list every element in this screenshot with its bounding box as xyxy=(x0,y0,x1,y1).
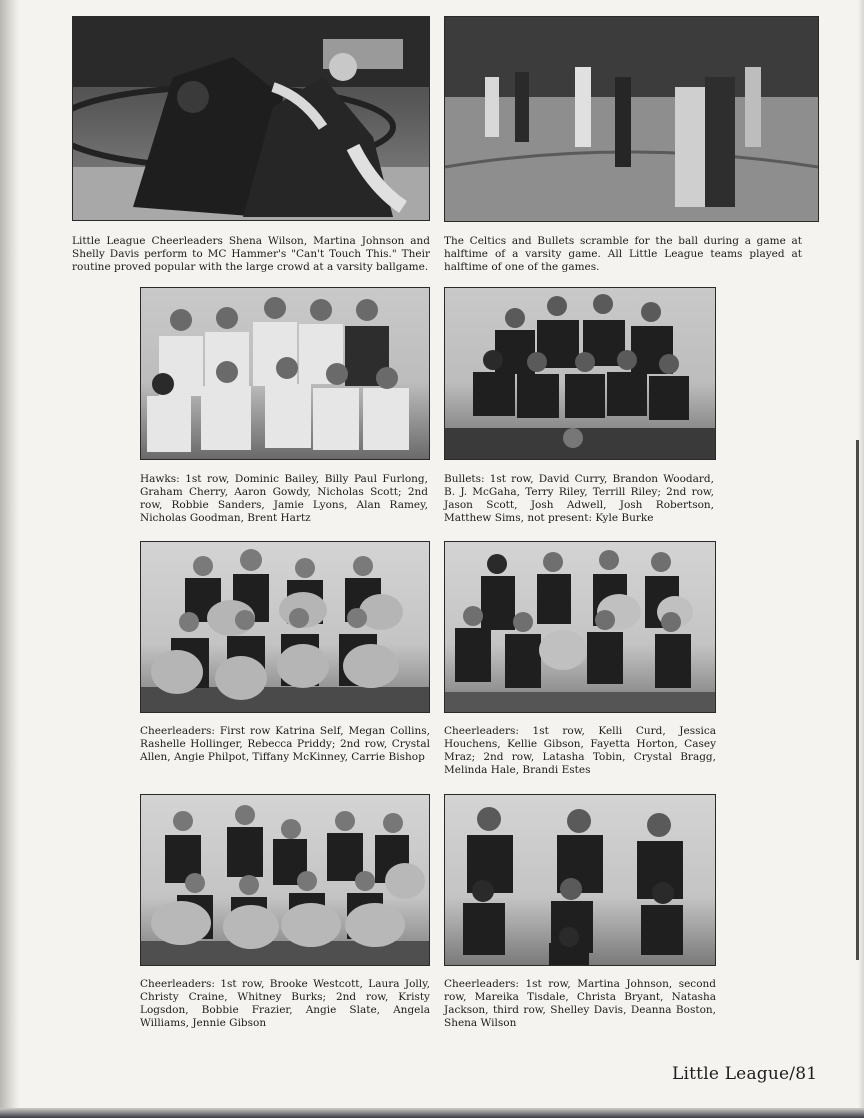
photo-hawks-team xyxy=(140,287,430,460)
photo-bullets-team xyxy=(444,287,716,460)
binding-spine xyxy=(0,0,20,1118)
caption-cheerleaders-performing: Little League Cheerleaders Shena Wilson, Martina Johnson and Shelly Davis perform to MC Hammer's "Can't Touch This." Their routine proved popular with the large crowd at a varsity ballgame. xyxy=(72,235,430,273)
caption-cheerleaders-c: Cheerleaders: 1st row, Brooke Westcott, Laura Jolly, Christy Craine, Whitney Burks; 2nd row, Kristy Logsdon, Bobbie Frazier, Angie Slate, Angela Williams, Jennie Gibson xyxy=(140,978,430,1029)
scan-bottom-edge xyxy=(0,1108,864,1118)
photo-cheerleaders-group-c xyxy=(140,794,430,966)
caption-bullets: Bullets: 1st row, David Curry, Brandon Woodard, B. J. McGaha, Terry Riley, Terrill Riley; 2nd row, Jason Scott, Josh Adwell, Josh Robertson, Matthew Sims, not present: Kyle Burke xyxy=(444,473,714,524)
caption-celtics-bullets: The Celtics and Bullets scramble for the ball during a game at halftime of a varsity game. All Little League teams played at halftime of one of the games. xyxy=(444,235,802,273)
caption-hawks: Hawks: 1st row, Dominic Bailey, Billy Paul Furlong, Graham Cherry, Aaron Gowdy, Nicholas Scott; 2nd row, Robbie Sanders, Jamie Lyons, Alan Ramey, Nicholas Goodman, Brent Hartz xyxy=(140,473,428,524)
page-folio: Little League/81 xyxy=(672,1064,818,1084)
caption-cheerleaders-b: Cheerleaders: 1st row, Kelli Curd, Jessica Houchens, Kellie Gibson, Fayetta Horton, Casey Mraz; 2nd row, Latasha Tobin, Crystal Bragg, Melinda Hale, Brandi Estes xyxy=(444,725,716,776)
caption-cheerleaders-a: Cheerleaders: First row Katrina Self, Megan Collins, Rashelle Hollinger, Rebecca Priddy; 2nd row, Crystal Allen, Angie Philpot, Tiffany McKinney, Carrie Bishop xyxy=(140,725,430,763)
page-edge-mark xyxy=(856,440,859,960)
caption-cheerleaders-d: Cheerleaders: 1st row, Martina Johnson, second row, Mareika Tisdale, Christa Bryant, Natasha Jackson, third row, Shelley Davis, Deanna Boston, Shena Wilson xyxy=(444,978,716,1029)
photo-celtics-bullets-game xyxy=(444,16,819,222)
photo-cheerleaders-group-b xyxy=(444,541,716,713)
photo-cheerleaders-group-d xyxy=(444,794,716,966)
photo-cheerleaders-performing xyxy=(72,16,430,221)
photo-cheerleaders-group-a xyxy=(140,541,430,713)
